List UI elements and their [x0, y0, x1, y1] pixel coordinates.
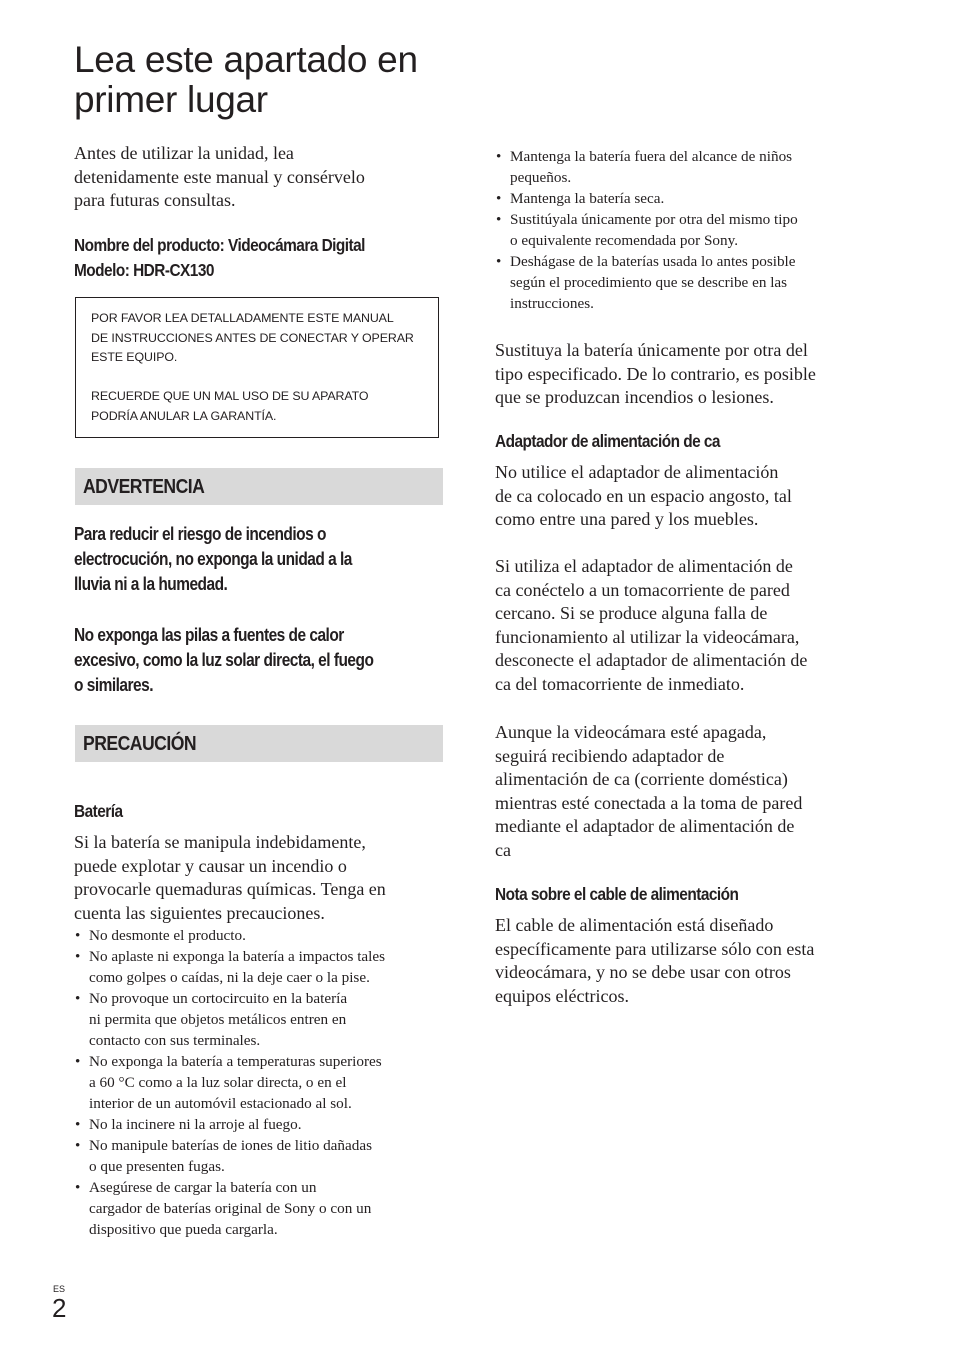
page-number: 2 — [52, 1293, 67, 1323]
text-line: específicamente para utilizarse sólo con esta — [495, 938, 815, 959]
text-line: cuenta las siguientes precauciones. — [74, 902, 325, 923]
cable-heading — [495, 882, 738, 907]
list-item — [495, 146, 875, 188]
battery-heat-warning — [74, 623, 373, 698]
text-line: seguirá recibiendo adaptador de — [495, 745, 725, 766]
section-heading: PRECAUCIÓN — [83, 733, 197, 755]
text-line: ca — [495, 839, 511, 860]
list-item — [74, 925, 454, 946]
text-line: Sustituya la batería únicamente por otra del — [495, 340, 808, 360]
list-item — [74, 946, 454, 988]
text-line: Si utiliza el adaptador de alimentación de — [495, 556, 793, 576]
text-line: provocarle quemaduras químicas. Tenga en — [74, 879, 386, 899]
adapter-paragraph — [495, 555, 807, 696]
text-line: tipo especificado. De lo contrario, es posible — [495, 363, 816, 384]
text-line: Antes de utilizar la unidad, lea — [74, 143, 294, 163]
text-line: cercano. Si se produce alguna falla de — [495, 603, 768, 623]
language-code: ES — [53, 1284, 66, 1294]
text-line: • Deshágase de la baterías usada lo antes posible — [510, 253, 796, 270]
intro-paragraph — [74, 142, 365, 213]
bateria-heading — [74, 799, 123, 824]
list-item — [74, 1051, 454, 1114]
product-name-model — [74, 233, 365, 283]
text-line: • No aplaste ni exponga la batería a impactos tales — [89, 948, 386, 965]
text-line: POR FAVOR LEA DETALLADAMENTE ESTE MANUAL — [91, 311, 394, 325]
title-line: Lea este apartado en — [74, 39, 418, 80]
text-line: • No exponga la batería a temperaturas superiores — [89, 1053, 382, 1070]
text-line: para futuras consultas. — [74, 190, 236, 210]
text-line: excesivo, como la luz solar directa, el fuego — [74, 650, 374, 670]
text-line: Modelo: HDR-CX130 — [74, 260, 214, 280]
warranty-notice-box — [75, 297, 439, 438]
text-line: de ca colocado en un espacio angosto, tal — [495, 485, 792, 506]
text-line: ca del tomacorriente de inmediato. — [495, 673, 745, 694]
text-line: • Mantenga la batería fuera del alcance de niños — [510, 148, 793, 165]
text-line: Si la batería se manipula indebidamente, — [74, 832, 366, 852]
text-line: No exponga las pilas a fuentes de calor — [74, 625, 344, 645]
text-line: o equivalente recomendada por Sony. — [510, 232, 739, 249]
battery-precautions-list-continued — [495, 146, 875, 314]
list-item — [74, 1114, 454, 1135]
list-item — [495, 251, 875, 314]
text-line: como golpes o caídas, ni la deje caer o la pise. — [89, 969, 370, 986]
text-line: • Sustitúyala únicamente por otra del mismo tipo — [510, 211, 798, 228]
adapter-paragraph — [495, 721, 802, 862]
text-line: alimentación de ca (corriente doméstica) — [495, 769, 788, 789]
text-line: • Mantenga la batería seca. — [510, 190, 665, 207]
text-line: Adaptador de alimentación de ca — [495, 431, 720, 451]
text-line: desconecte el adaptador de alimentación de — [495, 650, 808, 670]
text-line: cargador de baterías original de Sony o con un — [89, 1200, 372, 1217]
text-line: dispositivo que pueda cargarla. — [89, 1221, 278, 1238]
adapter-paragraph — [495, 461, 792, 532]
text-line: ni permita que objetos metálicos entren en — [89, 1011, 347, 1028]
section-heading: ADVERTENCIA — [83, 476, 205, 498]
adapter-heading — [495, 429, 720, 454]
advertencia-heading-band — [75, 468, 443, 505]
text-line: • No la incinere ni la arroje al fuego. — [89, 1116, 302, 1133]
list-item — [74, 988, 454, 1051]
text-line: Nota sobre el cable de alimentación — [495, 884, 739, 904]
text-line: No utilice el adaptador de alimentación — [495, 462, 779, 482]
text-line: Aunque la videocámara esté apagada, — [495, 722, 767, 742]
text-line: contacto con sus terminales. — [89, 1032, 261, 1049]
text-line: Nombre del producto: Videocámara Digital — [74, 235, 365, 255]
cable-paragraph — [495, 914, 814, 1008]
text-line: lluvia ni a la humedad. — [74, 574, 228, 594]
text-line: instrucciones. — [510, 295, 594, 312]
text-line: • No desmonte el producto. — [89, 927, 246, 944]
text-line: • No provoque un cortocircuito en la batería — [89, 990, 348, 1007]
title-line: primer lugar — [74, 79, 268, 120]
battery-precautions-list — [74, 925, 454, 1240]
text-line: Para reducir el riesgo de incendios o — [74, 524, 326, 544]
text-line: o similares. — [74, 675, 153, 695]
text-line: RECUERDE QUE UN MAL USO DE SU APARATO — [91, 389, 369, 403]
fire-warning — [74, 522, 352, 597]
list-item — [495, 188, 875, 209]
text-line: mientras esté conectada a la toma de pared — [495, 792, 803, 813]
text-line: interior de un automóvil estacionado al sol. — [89, 1095, 352, 1112]
text-line: • Asegúrese de cargar la batería con un — [89, 1179, 317, 1196]
text-line: Batería — [74, 801, 123, 821]
bateria-paragraph — [74, 831, 386, 925]
text-line: DE INSTRUCCIONES ANTES DE CONECTAR Y OPERAR — [91, 330, 414, 345]
precaucion-heading-band — [75, 725, 443, 762]
list-item — [74, 1135, 454, 1177]
page-title — [74, 40, 418, 120]
notice-paragraph — [91, 309, 438, 368]
text-line: como entre una pared y los muebles. — [495, 509, 759, 529]
text-line: funcionamiento al utilizar la videocámara, — [495, 626, 800, 647]
text-line: a 60 °C como a la luz solar directa, o en el — [89, 1074, 347, 1091]
text-line: equipos eléctricos. — [495, 985, 629, 1006]
text-line: según el procedimiento que se describe en las — [510, 274, 788, 291]
text-line: ESTE EQUIPO. — [91, 350, 178, 364]
text-line: PODRÍA ANULAR LA GARANTÍA. — [91, 408, 277, 423]
text-line: detenidamente este manual y consérvelo — [74, 166, 365, 187]
text-line: El cable de alimentación está diseñado — [495, 915, 774, 935]
text-line: videocámara, y no se debe usar con otros — [495, 962, 791, 982]
text-line: o que presenten fugas. — [89, 1158, 225, 1175]
replace-battery-paragraph — [495, 339, 816, 410]
text-line: puede explotar y causar un incendio o — [74, 855, 347, 876]
text-line: mediante el adaptador de alimentación de — [495, 816, 795, 836]
list-item — [74, 1177, 454, 1240]
list-item — [495, 209, 875, 251]
text-line: electrocución, no exponga la unidad a la — [74, 549, 352, 569]
text-line: pequeños. — [510, 169, 572, 186]
text-line: que se produzcan incendios o lesiones. — [495, 387, 774, 407]
text-line: • No manipule baterías de iones de litio dañadas — [89, 1137, 372, 1154]
notice-paragraph — [91, 387, 438, 426]
text-line: ca conéctelo a un tomacorriente de pared — [495, 579, 790, 600]
